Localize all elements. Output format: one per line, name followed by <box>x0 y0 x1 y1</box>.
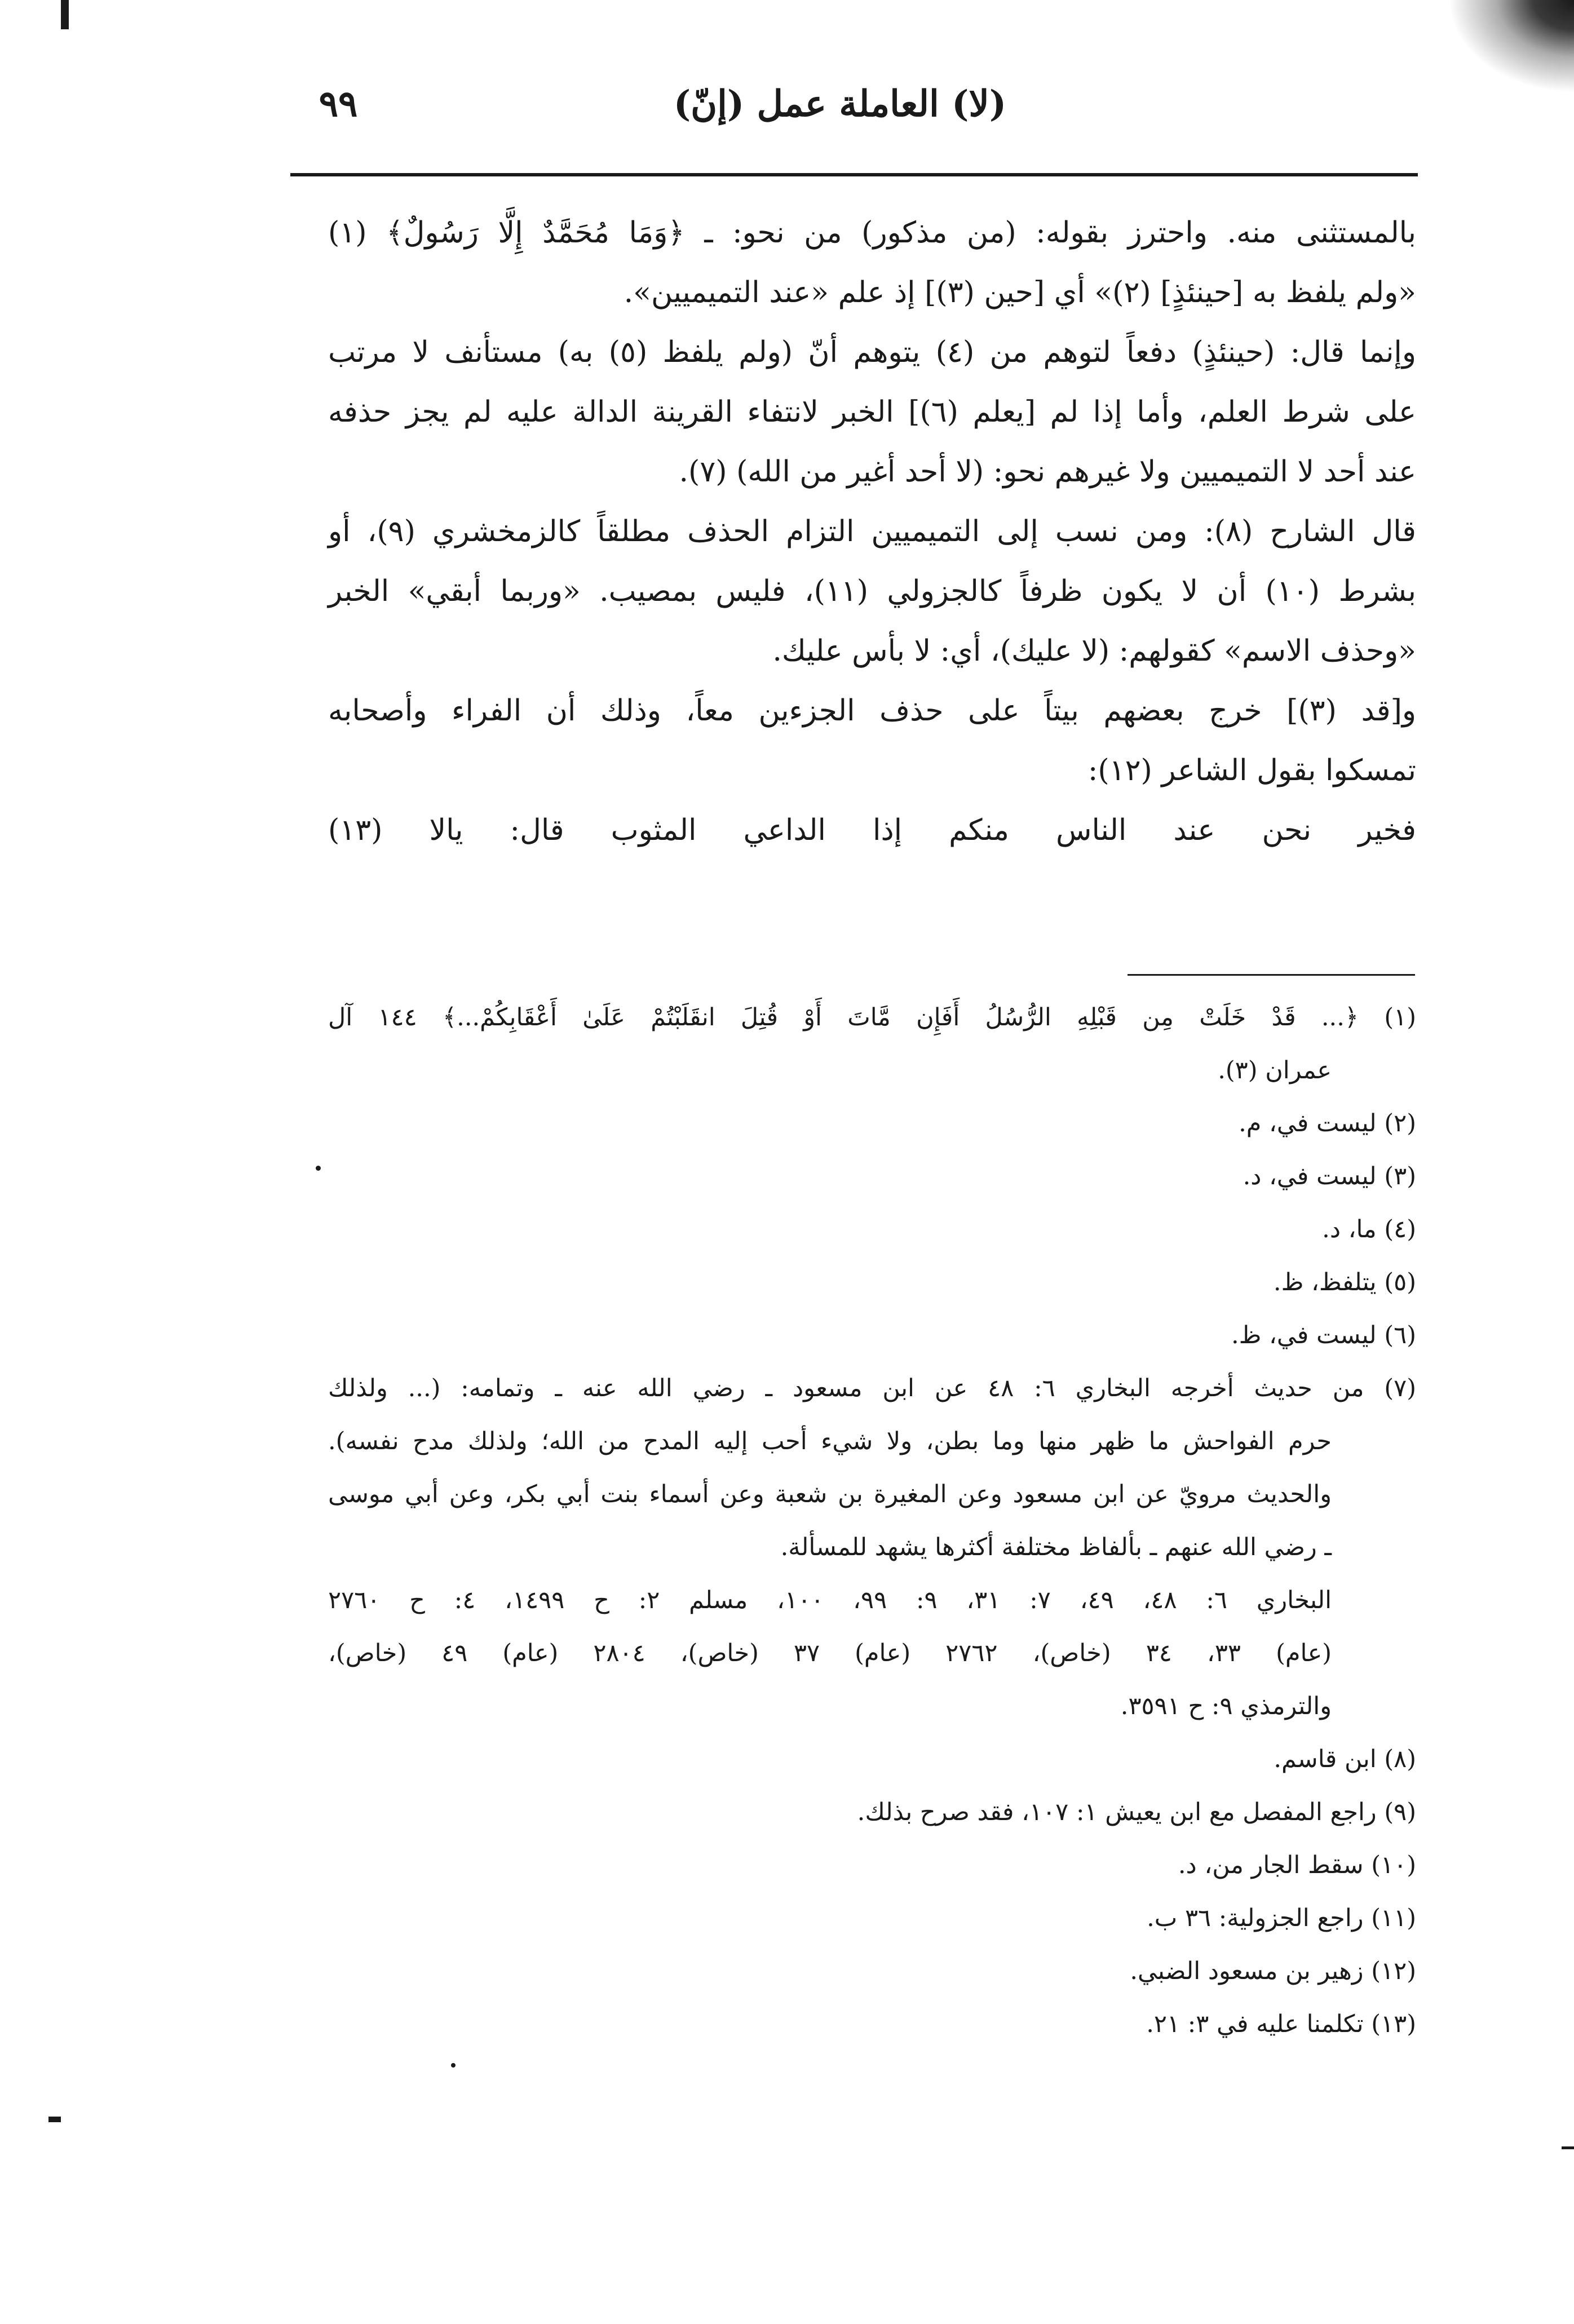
scan-corner-smudge <box>1444 0 1574 96</box>
footnote-line: (٩) راجع المفصل مع ابن يعيش ١: ١٠٧، فقد صرح بذلك. <box>857 1798 1416 1826</box>
footnote-line: والترمذي ٩: ح ٣٥٩١. <box>1120 1692 1332 1720</box>
body-line: و[قد (٣)] خرج بعضهم بيتاً على حذف الجزءين معاً، وذلك أن الفراء وأصحابه <box>328 694 1416 728</box>
body-line: عند أحد لا التميميين ولا غيرهم نحو: (لا أحد أغير من الله) (٧). <box>679 455 1416 489</box>
scan-speck <box>316 1166 321 1171</box>
scan-speck <box>61 0 69 29</box>
footnote-line: حرم الفواحش ما ظهر منها وما بطن، ولا شيء أحب إليه المدح من الله؛ ولذلك مدح نفسه). <box>328 1427 1332 1455</box>
footnote-line: (١١) راجع الجزولية: ٣٦ ب. <box>1147 1904 1416 1932</box>
footnote-line: (عام) ٣٣، ٣٤ (خاص)، ٢٧٦٢ (عام) ٣٧ (خاص)، ٢٨٠٤ (عام) ٤٩ (خاص)، <box>328 1639 1332 1667</box>
page-number: ٩٩ <box>319 83 358 125</box>
footnote-line: (٨) ابن قاسم. <box>1274 1745 1416 1773</box>
footnote-line: ـ رضي الله عنهم ـ بألفاظ مختلفة أكثرها يشهد للمسألة. <box>780 1533 1332 1561</box>
body-line: بالمستثنى منه. واحترز بقوله: (من مذكور) من نحو: ـ ﴿وَمَا مُحَمَّدٌ إِلَّا رَسُولٌ﴾ (١) <box>328 216 1416 250</box>
body-line: وإنما قال: (حينئذٍ) دفعاً لتوهم من (٤) يتوهم أنّ (ولم يلفظ (٥) به) مستأنف لا مرتب <box>328 335 1416 369</box>
scan-speck <box>48 2117 61 2122</box>
footnote-line: (١٠) سقط الجار من، د. <box>1178 1851 1416 1879</box>
footnote-line: (٥) يتلفظ، ظ. <box>1273 1268 1416 1296</box>
footnote-line: (٦) ليست في، ظ. <box>1231 1321 1416 1349</box>
verse-underline <box>1128 974 1415 976</box>
scan-speck <box>451 2063 456 2068</box>
body-line: بشرط (١٠) أن لا يكون ظرفاً كالجزولي (١١)، فليس بمصيب. «وربما أبقي» الخبر <box>328 574 1416 608</box>
footnotes <box>328 991 1416 2051</box>
footnote-line: (١٣) تكلمنا عليه في ٣: ٢١. <box>1146 2010 1416 2038</box>
footnote-line: (٣) ليست في، د. <box>1243 1162 1416 1190</box>
footnote-line: عمران (٣). <box>1218 1056 1332 1084</box>
scan-speck <box>1562 2146 1574 2149</box>
footnote-line: (٤) ما، د. <box>1322 1215 1416 1243</box>
body-line: «ولم يلفظ به [حينئذٍ] (٢)» أي [حين (٣)] إذ علم «عند التميميين». <box>624 276 1416 309</box>
main-text <box>328 203 1416 860</box>
footnote-line: (٧) من حديث أخرجه البخاري ٦: ٤٨ عن ابن مسعود ـ رضي الله عنه ـ وتمامه: (... ولذلك <box>328 1374 1417 1402</box>
footnote-line: (١٢) زهير بن مسعود الضبي. <box>1130 1957 1416 1985</box>
footnote-line: (٢) ليست في، م. <box>1239 1109 1416 1137</box>
body-line: «وحذف الاسم» كقولهم: (لا عليك)، أي: لا بأس عليك. <box>772 634 1416 668</box>
footnote-line: والحديث مرويّ عن ابن مسعود وعن المغيرة بن شعبة وعن أسماء بنت أبي بكر، وعن أبي موسى <box>328 1480 1332 1508</box>
body-line: قال الشارح (٨): ومن نسب إلى التميميين التزام الحذف مطلقاً كالزمخشري (٩)، أو <box>328 515 1416 548</box>
footnote-line: البخاري ٦: ٤٨، ٤٩، ٧: ٣١، ٩: ٩٩، ١٠٠، مسلم ٢: ح ١٤٩٩، ٤: ح ٢٧٦٠ <box>328 1586 1332 1614</box>
body-line: فخير نحن عند الناس منكم إذا الداعي المثوب قال: يالا (١٣) <box>328 813 1416 847</box>
body-line: تمسكوا بقول الشاعر (١٢): <box>1087 754 1416 787</box>
body-line: على شرط العلم، وأما إذا لم [يعلم (٦)] الخبر لانتفاء القرينة الدالة عليه لم يجز حذفه <box>328 395 1416 429</box>
running-head: (لا) العاملة عمل (إنّ) <box>673 83 1007 125</box>
header-rule <box>290 173 1418 176</box>
footnote-line: (١) ﴿... قَدْ خَلَتْ مِن قَبْلِهِ الرُّسُلُ أَفَإِن مَّاتَ أَوْ قُتِلَ انقَلَبْتُمْ عَلَىٰ أَعْقَابِكُمْ...﴾ ١٤٤ آل <box>328 1003 1416 1032</box>
